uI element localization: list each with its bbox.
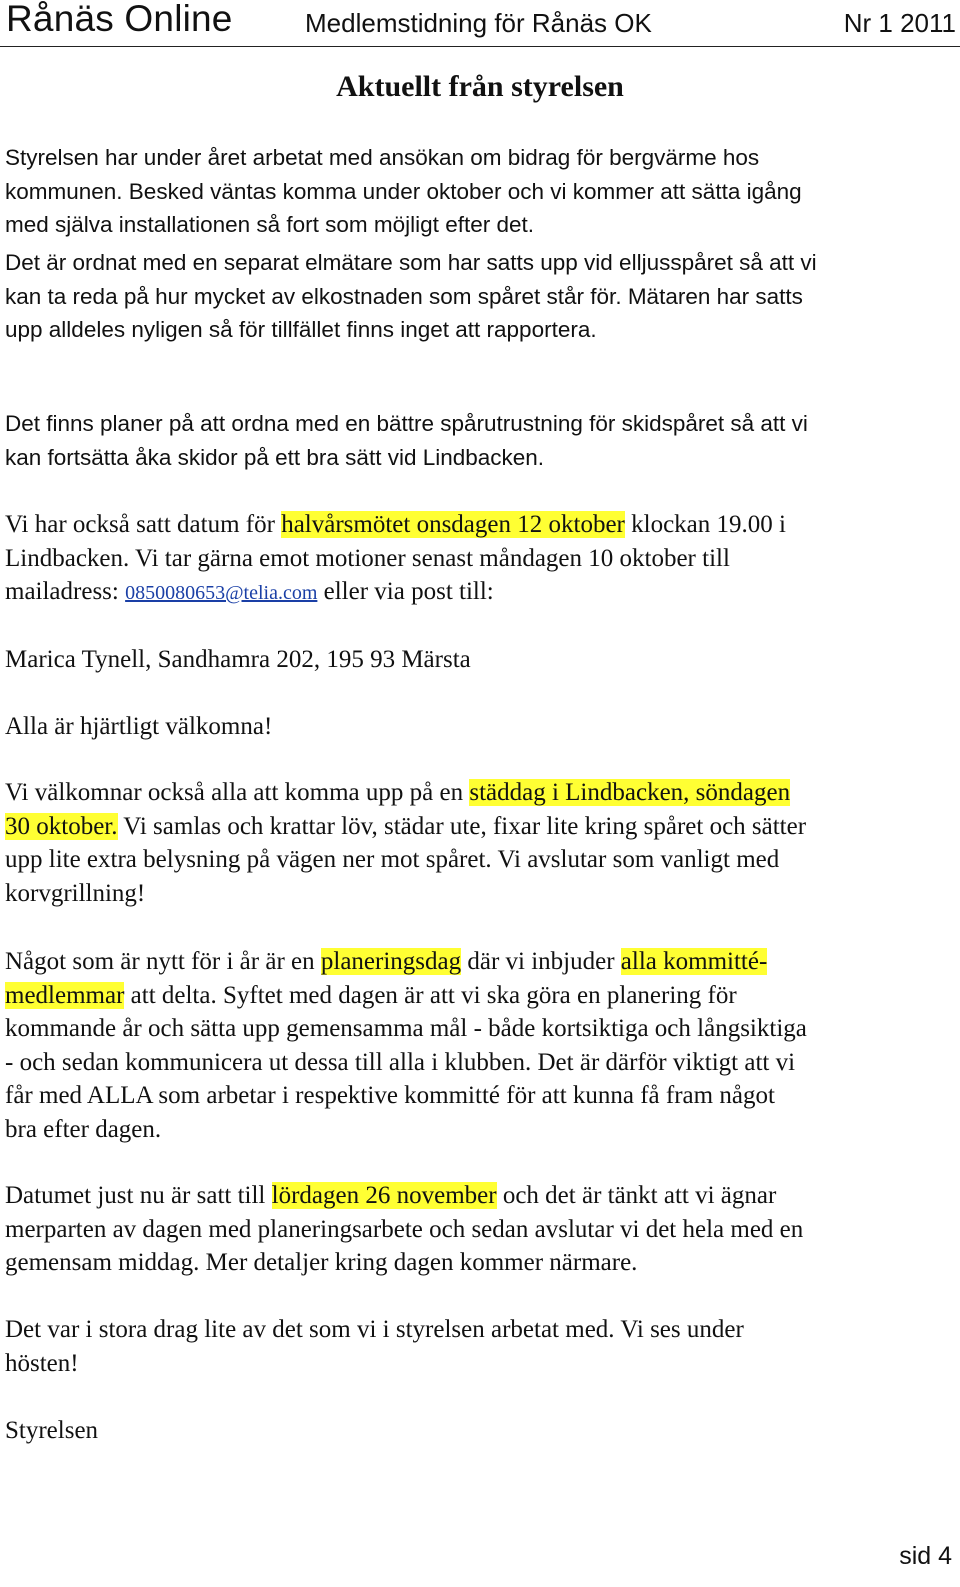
page-number: sid 4	[899, 1542, 952, 1570]
text-line: korvgrillning!	[5, 879, 146, 907]
highlighted-cleanup-date: 30 oktober.	[5, 812, 118, 840]
highlighted-meeting-date: halvårsmötet onsdagen 12 oktober	[281, 511, 625, 538]
text-run: där vi inbjuder	[461, 948, 621, 975]
text-line: med själva installationen så fort som möjligt efter det.	[5, 212, 534, 238]
paragraph-ski-track	[5, 407, 955, 474]
newsletter-subtitle: Medlemstidning för Rånäs OK	[305, 8, 652, 38]
text-line: upp alldeles nyligen så för tillfället finns inget att rapportera.	[5, 317, 597, 343]
text-line: upp lite extra belysning på vägen ner mot spåret. Vi avslutar som vanligt med	[5, 846, 780, 874]
signature: Styrelsen	[5, 1417, 99, 1444]
email-link[interactable]: 0850080653@telia.com	[125, 582, 318, 605]
text-line: får med ALLA som arbetar i respektive kommitté för att kunna få fram något	[5, 1082, 775, 1110]
text-line: merparten av dagen med planeringsarbete och sedan avslutar vi det hela med en	[5, 1215, 804, 1243]
article-title: Aktuellt från styrelsen	[336, 70, 624, 103]
issue-number: Nr 1 2011	[843, 8, 956, 38]
highlighted-committee-members: medlemmar	[5, 981, 125, 1009]
text-line: kan ta reda på hur mycket av elkostnaden som spåret står för. Mätaren har satts	[5, 283, 803, 309]
paragraph-welcome: Alla är hjärtligt välkomna!	[5, 713, 273, 740]
text-line: kommunen. Besked väntas komma under oktober och vi kommer att sätta igång	[5, 178, 802, 204]
paragraph-closing	[5, 1313, 955, 1380]
paragraph-planning-date	[5, 1179, 955, 1280]
paragraph-geothermal	[5, 141, 955, 242]
text-line: bra efter dagen.	[5, 1115, 162, 1143]
text-line: kommande år och sätta upp gemensamma mål - både kortsiktiga och långsiktiga	[5, 1015, 807, 1043]
text-line: gemensam middag. Mer detaljer kring dagen kommer närmare.	[5, 1249, 638, 1277]
text-run: Vi har också satt datum för	[5, 511, 282, 538]
text-line: Det är ordnat med en separat elmätare som har satts upp vid elljusspåret så att vi	[5, 250, 817, 275]
text-run: klockan 19.00 i	[624, 511, 786, 538]
highlighted-cleanup-date: städdag i Lindbacken, söndagen	[469, 779, 791, 806]
text-run: Datumet just nu är satt till	[5, 1182, 272, 1209]
text-line: hösten!	[5, 1349, 79, 1377]
text-line: kan fortsätta åka skidor på ett bra sätt vid Lindbacken.	[5, 444, 545, 470]
site-title: Rånäs Online	[6, 0, 233, 39]
text-line: - och sedan kommunicera ut dessa till alla i klubben. Det är därför viktigt att vi	[5, 1048, 796, 1076]
page-header	[0, 0, 960, 47]
highlighted-planning-day: planeringsdag	[320, 948, 462, 975]
paragraph-cleanup-day	[5, 776, 955, 910]
text-run: att delta. Syftet med dagen är att vi ska göra en planering för	[124, 981, 737, 1009]
text-run: och det är tänkt att vi ägnar	[496, 1182, 777, 1209]
paragraph-electricity-meter	[5, 246, 955, 347]
text-run: eller via post till:	[317, 578, 494, 606]
text-run: Vi välkomnar också alla att komma upp på en	[5, 779, 470, 806]
paragraph-meeting	[5, 508, 955, 611]
text-run: Något som är nytt för i år är en	[5, 948, 321, 975]
highlighted-planning-date: lördagen 26 november	[271, 1182, 497, 1209]
postal-address: Marica Tynell, Sandhamra 202, 195 93 Märsta	[5, 646, 471, 673]
text-run: Vi samlas och krattar löv, städar ute, fixar lite kring spåret och sätter	[117, 812, 807, 840]
text-line: Det var i stora drag lite av det som vi i styrelsen arbetat med. Vi ses under	[5, 1316, 744, 1343]
text-line: Det finns planer på att ordna med en bättre spårutrustning för skidspåret så att vi	[5, 411, 808, 436]
paragraph-planning-day	[5, 945, 955, 1147]
highlighted-committee-members: alla kommitté-	[620, 948, 768, 975]
text-run: mailadress:	[5, 578, 126, 606]
text-line: Styrelsen har under året arbetat med ansökan om bidrag för bergvärme hos	[5, 145, 760, 170]
text-line: Lindbacken. Vi tar gärna emot motioner senast måndagen 10 oktober till	[5, 544, 730, 572]
